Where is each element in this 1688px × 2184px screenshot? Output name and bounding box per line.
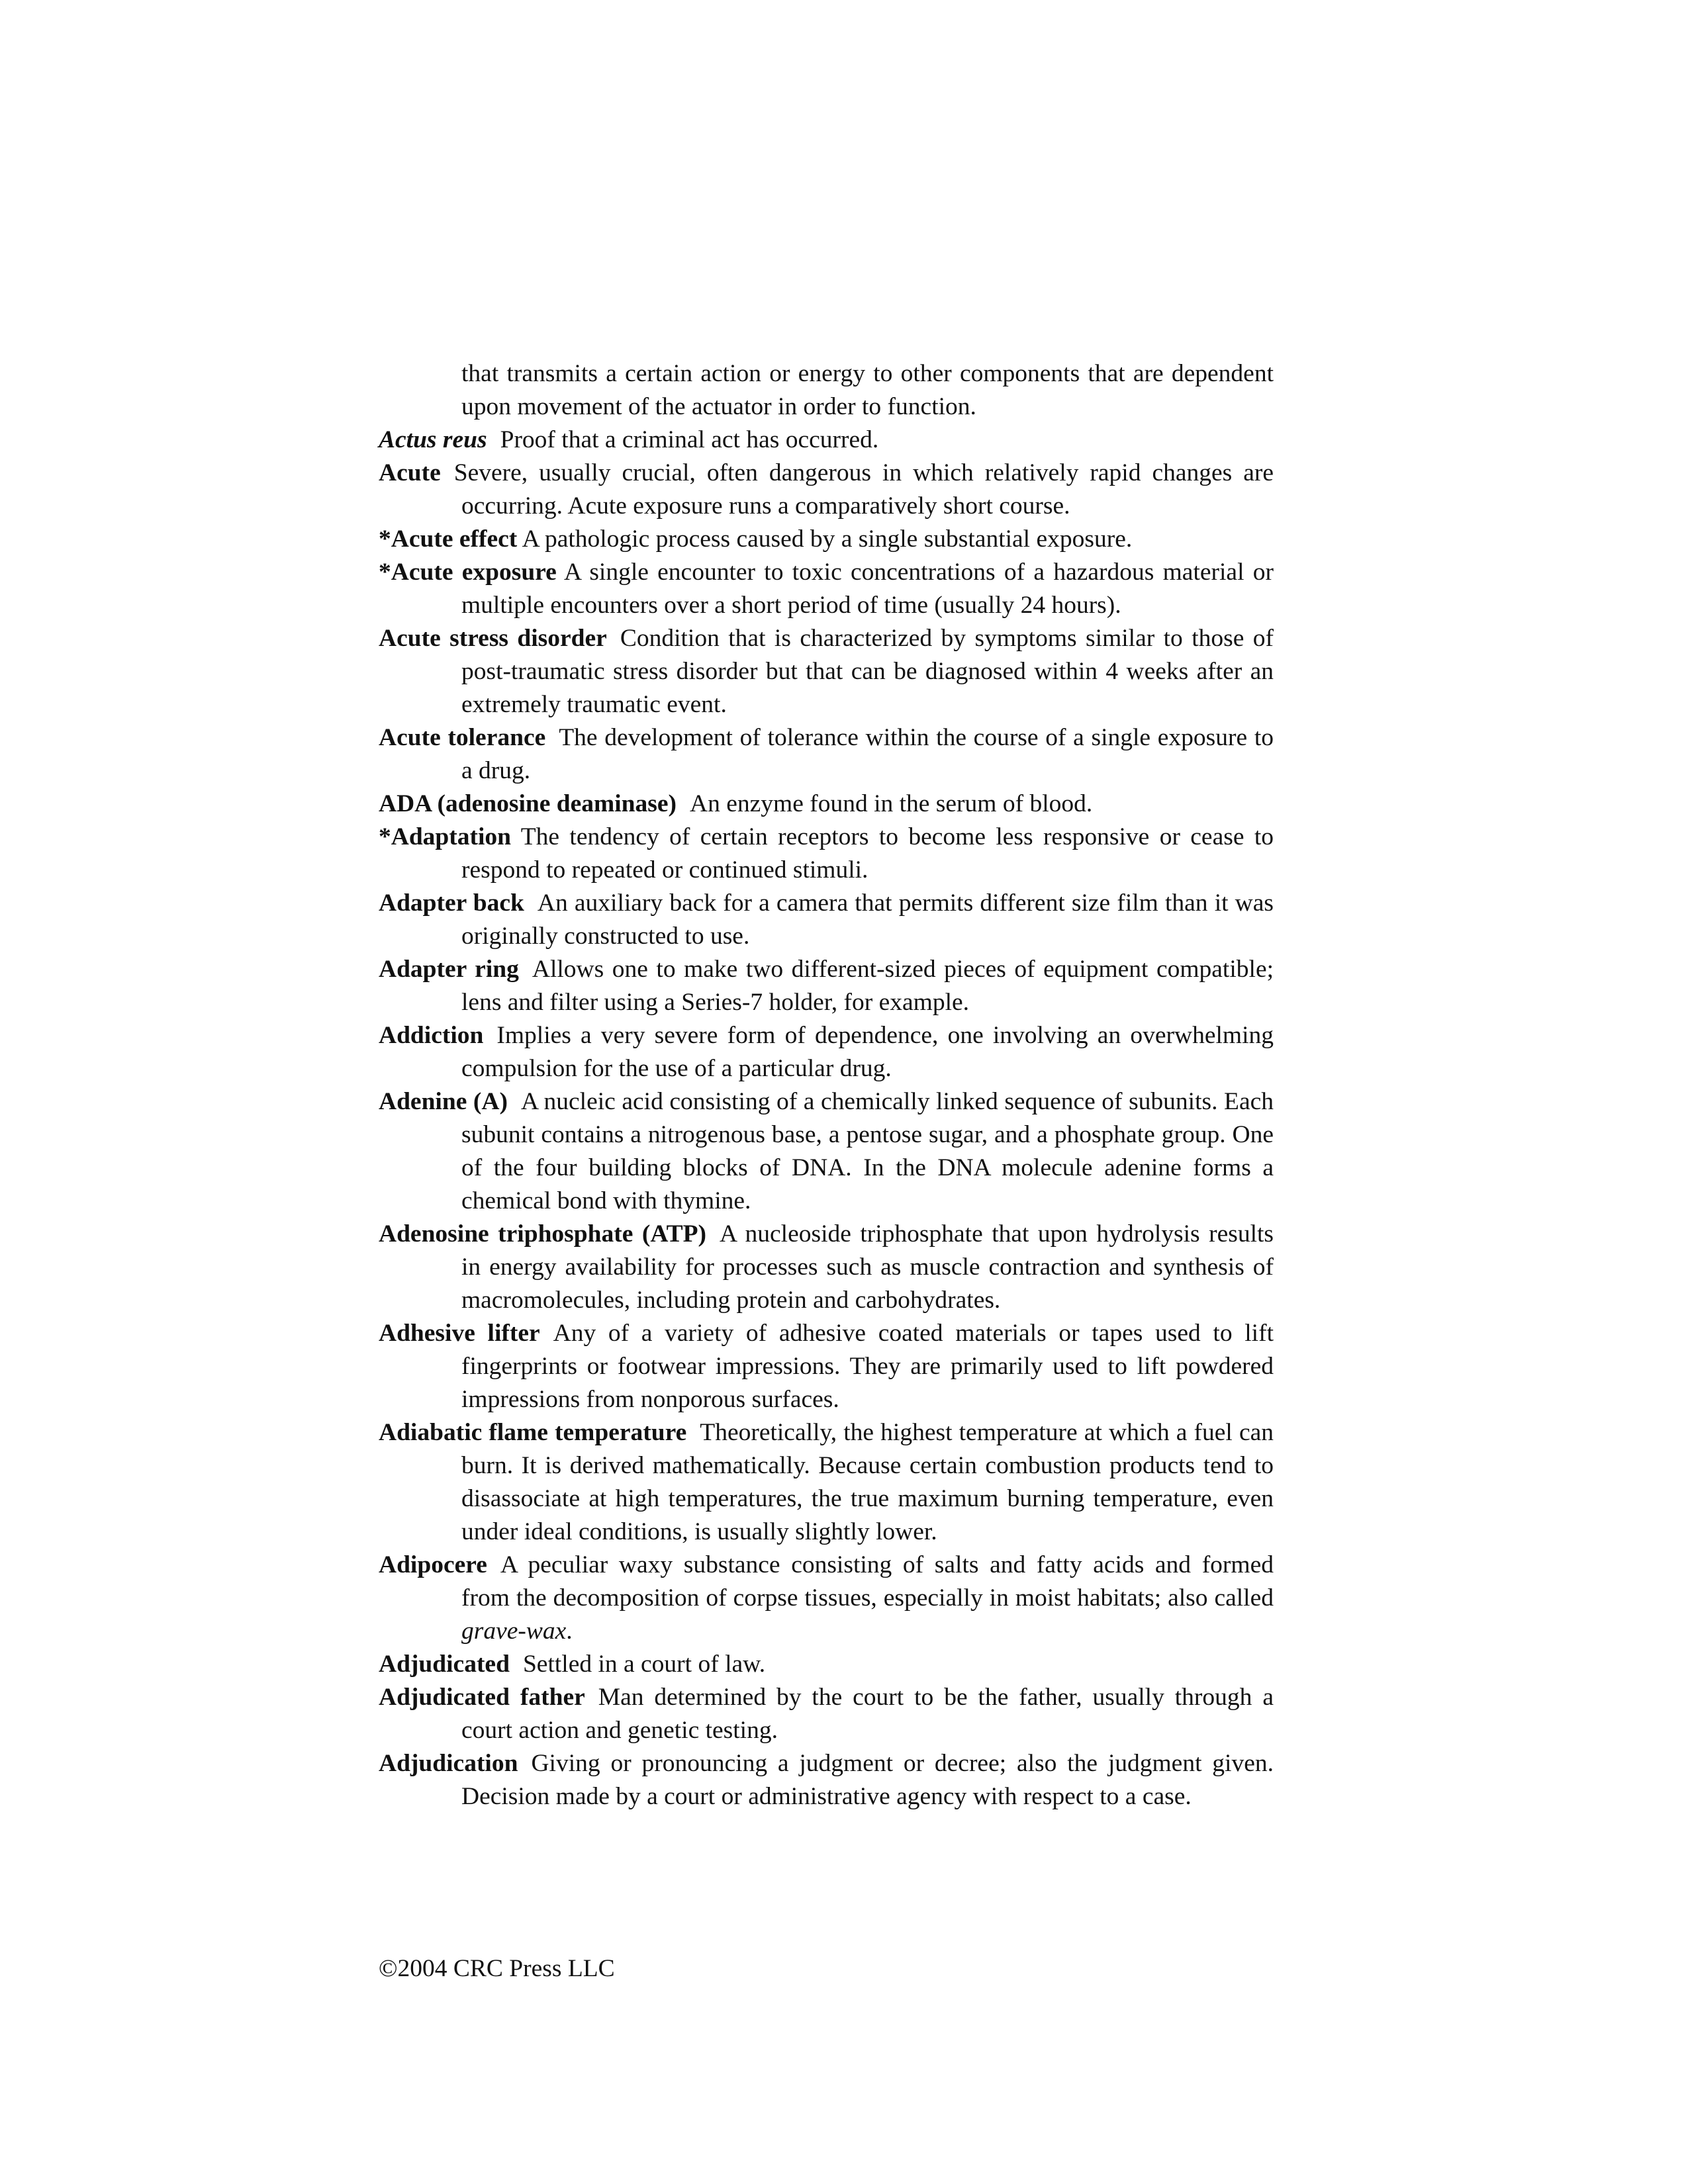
entry-term: *Adaptation xyxy=(379,823,512,850)
entry-term: *Acute effect xyxy=(379,525,518,553)
entry-definition: An auxiliary back for a camera that permits different size film than it was originally constructed to use. xyxy=(461,889,1274,950)
entry-term: Adapter back xyxy=(379,889,524,917)
entry-term: Adjudication xyxy=(379,1750,518,1777)
glossary-entry-acute-stress-disorder xyxy=(379,622,1274,721)
entry-term: Acute stress disorder xyxy=(379,625,607,652)
entry-definition: Allows one to make two different-sized pieces of equipment compatible; lens and filter using a Series-7 holder, for example. xyxy=(461,956,1274,1016)
entry-definition: Condition that is characterized by symptoms similar to those of post-traumatic stress disorder but that can be diagnosed within 4 weeks after an extremely traumatic event. xyxy=(461,625,1274,718)
glossary-entry-addiction xyxy=(379,1019,1274,1085)
glossary-entry-adipocere xyxy=(379,1549,1274,1648)
glossary-page xyxy=(379,357,1274,1813)
entry-definition: The development of tolerance within the course of a single exposure to a drug. xyxy=(461,724,1274,784)
entry-definition: Man determined by the court to be the father, usually through a court action and genetic testing. xyxy=(461,1684,1274,1744)
entry-term: Adenosine triphosphate (ATP) xyxy=(379,1220,707,1248)
glossary-entry-acute-tolerance xyxy=(379,721,1274,788)
entry-definition: A nucleoside triphosphate that upon hydrolysis results in energy availability for processes such as muscle contraction and synthesis of macromolecules, including protein and carbohydrates. xyxy=(461,1220,1274,1314)
entry-definition: A single encounter to toxic concentrations of a hazardous material or multiple encounters over a short period of time (usually 24 hours). xyxy=(461,559,1274,619)
entry-definition: Theoretically, the highest temperature at which a fuel can burn. It is derived mathematically. Because certain combustion products tend to disassociate at high temperatures, the true maximum burning temperature, even under ideal conditions, is usually slightly lower. xyxy=(461,1419,1274,1545)
entry-term: *Acute exposure xyxy=(379,559,557,586)
entry-term: ADA (adenosine deaminase) xyxy=(379,790,677,817)
glossary-entry-adjudicated xyxy=(379,1648,1274,1681)
entry-definition: Settled in a court of law. xyxy=(522,1651,766,1678)
entry-italic-term: grave-wax xyxy=(461,1617,567,1645)
entry-term: Adiabatic flame temperature xyxy=(379,1419,687,1446)
glossary-entry-adaptation xyxy=(379,821,1274,887)
glossary-entry-actus-reus xyxy=(379,424,1274,457)
glossary-entry-adjudicated-father xyxy=(379,1681,1274,1747)
glossary-entry-adjudication xyxy=(379,1747,1274,1813)
entry-term: Adenine (A) xyxy=(379,1088,508,1115)
glossary-entry-acute-exposure xyxy=(379,556,1274,622)
entry-term: Adjudicated father xyxy=(379,1684,585,1711)
entry-definition: A peculiar waxy substance consisting of salts and fatty acids and formed from the decomposition of corpse tissues, especially in moist habitats; also called xyxy=(461,1551,1274,1612)
glossary-entry-adenine xyxy=(379,1085,1274,1218)
copyright-footer: ©2004 CRC Press LLC xyxy=(379,1955,615,1982)
glossary-entry-ada xyxy=(379,788,1274,821)
entry-definition: Implies a very severe form of dependence, one involving an overwhelming compulsion for the use of a particular drug. xyxy=(461,1022,1274,1082)
glossary-entry-adhesive-lifter xyxy=(379,1317,1274,1416)
entry-definition: An enzyme found in the serum of blood. xyxy=(690,790,1093,817)
entry-term: Acute xyxy=(379,459,441,486)
entry-term: Adapter ring xyxy=(379,956,519,983)
glossary-entry-acute-effect xyxy=(379,523,1274,556)
entry-definition: Giving or pronouncing a judgment or decree; also the judgment given. Decision made by a court or administrative agency with respect to a case. xyxy=(461,1750,1274,1810)
entry-term: Acute tolerance xyxy=(379,724,546,751)
entry-definition: Severe, usually crucial, often dangerous in which relatively rapid changes are occurring. Acute exposure runs a comparatively short course. xyxy=(453,459,1274,520)
entry-definition: Proof that a criminal act has occurred. xyxy=(500,426,879,453)
entry-punctuation: . xyxy=(566,1617,573,1645)
entry-term: Adipocere xyxy=(379,1551,487,1578)
entry-term: Adhesive lifter xyxy=(379,1320,540,1347)
continuation-paragraph: that transmits a certain action or energy to other components that are dependent upon movement of the actuator in order to function. xyxy=(461,360,1274,420)
glossary-entry-adiabatic-flame-temperature xyxy=(379,1416,1274,1549)
glossary-entry-atp xyxy=(379,1218,1274,1317)
entry-definition: A nucleic acid consisting of a chemically linked sequence of subunits. Each subunit contains a nitrogenous base, a pentose sugar, and a phosphate group. One of the four building blocks of DNA. In the DNA molecule adenine forms a chemical bond with thymine. xyxy=(461,1088,1274,1214)
glossary-entry-adapter-back xyxy=(379,887,1274,953)
glossary-entry-adapter-ring xyxy=(379,953,1274,1019)
entry-term: Adjudicated xyxy=(379,1651,510,1678)
glossary-entry-acute xyxy=(379,457,1274,523)
entry-definition: Any of a variety of adhesive coated materials or tapes used to lift fingerprints or footwear impressions. They are primarily used to lift powdered impressions from nonporous surfaces. xyxy=(461,1320,1274,1413)
entry-definition: The tendency of certain receptors to become less responsive or cease to respond to repeated or continued stimuli. xyxy=(461,823,1274,884)
entry-definition: A pathologic process caused by a single substantial exposure. xyxy=(522,525,1133,553)
entry-term: Actus reus xyxy=(379,426,487,453)
entry-term: Addiction xyxy=(379,1022,484,1049)
